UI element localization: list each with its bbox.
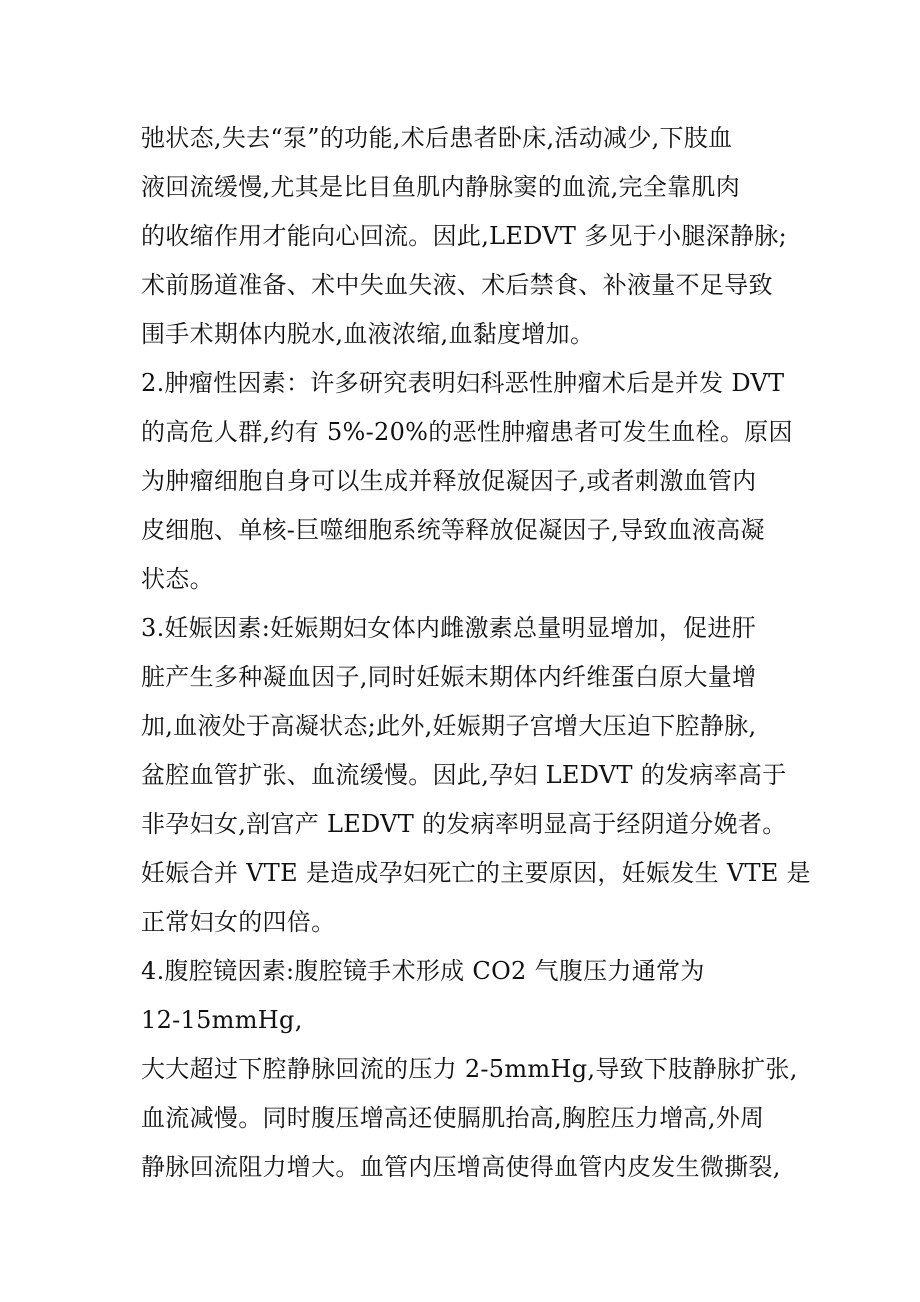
document-body [141,114,811,1192]
text-line: 围手术期体内脱水,血液浓缩,血黏度增加。 [141,320,595,348]
text-line: 的高危人群,约有 5%-20%的恶性肿瘤患者可发生血栓。原因 [141,418,793,446]
text-line: 非孕妇女,剖宫产 LEDVT 的发病率明显高于经阴道分娩者。 [141,810,787,838]
text-line: 静脉回流阻力增大。血管内压增高使得血管内皮发生微撕裂, [141,1153,781,1181]
text-line: 正常妇女的四倍。 [141,908,336,936]
text-line: 液回流缓慢,尤其是比目鱼肌内静脉窦的血流,完全靠肌肉 [141,173,741,201]
text-line: 血流减慢。同时腹压增高还使膈肌抬高,胸腔压力增高,外周 [141,1104,765,1132]
text-line: 盆腔血管扩张、血流缓慢。因此,孕妇 LEDVT 的发病率高于 [141,761,787,789]
text-line: 为肿瘤细胞自身可以生成并释放促凝因子,或者刺激血管内 [141,467,757,495]
text-line: 4.腹腔镜因素:腹腔镜手术形成 CO2 气腹压力通常为 [141,957,705,985]
text-line: 12-15mmHg, [141,1006,303,1034]
text-line: 的收缩作用才能向心回流。因此,LEDVT 多见于小腿深静脉; [141,222,787,250]
text-line: 术前肠道准备、术中失血失液、术后禁食、补液量不足导致 [141,271,773,299]
text-line: 脏产生多种凝血因子,同时妊娠末期体内纤维蛋白原大量增 [141,663,757,691]
text-line: 皮细胞、单核-巨噬细胞系统等释放促凝因子,导致血液高凝 [141,516,765,544]
text-line: 妊娠合并 VTE 是造成孕妇死亡的主要原因，妊娠发生 VTE 是 [141,859,811,887]
text-line: 2.肿瘤性因素：许多研究表明妇科恶性肿瘤术后是并发 DVT [141,369,785,397]
text-line: 加,血液处于高凝状态;此外,妊娠期子宫增大压迫下腔静脉, [141,712,757,740]
text-line: 状态。 [141,565,214,593]
text-line: 弛状态,失去“泵”的功能,术后患者卧床,活动减少,下肢血 [141,124,733,152]
text-line: 3.妊娠因素:妊娠期妇女体内雌激素总量明显增加，促进肝 [141,614,757,642]
text-line: 大大超过下腔静脉回流的压力 2-5mmHg,导致下肢静脉扩张, [141,1055,798,1083]
